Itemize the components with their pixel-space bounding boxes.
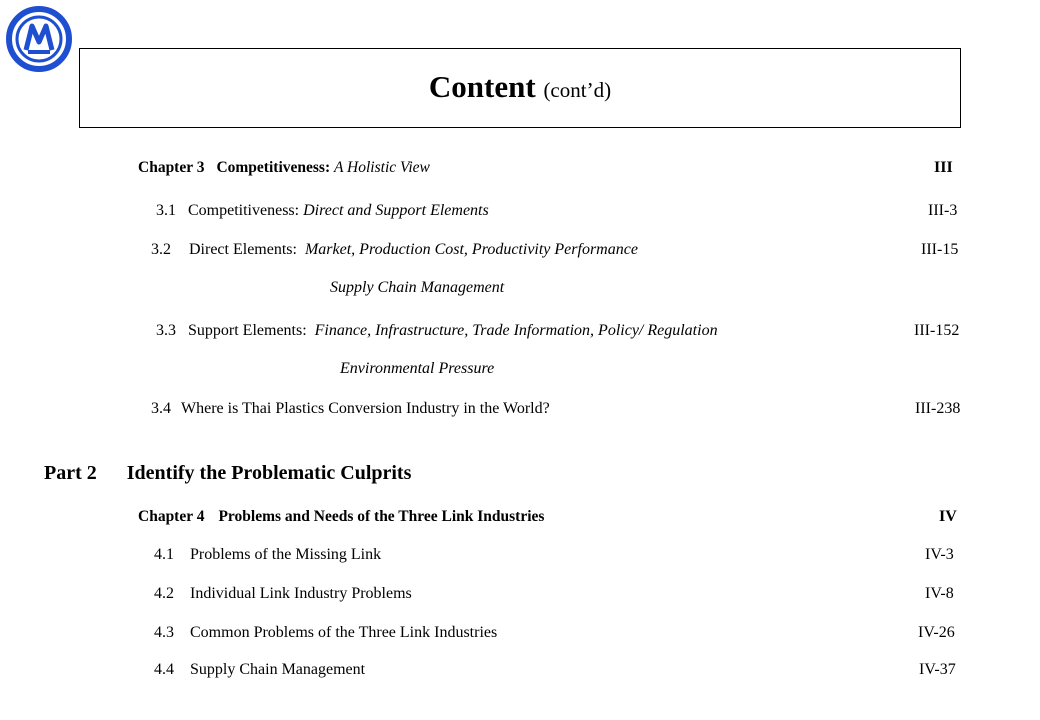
item-detail-continued: Environmental Pressure [340, 360, 495, 377]
toc-item-3-2-cont [330, 279, 504, 297]
chapter4-heading [138, 508, 544, 526]
toc-item-4-2-page: IV-8 [925, 585, 954, 602]
toc-item-3-2-page: III-15 [921, 241, 959, 258]
chapter4-page: IV [939, 508, 957, 525]
title-box [79, 48, 961, 128]
chapter3-heading [138, 159, 430, 177]
title-main: Content [428, 69, 536, 104]
toc-item-3-2 [151, 241, 638, 259]
item-label: Support Elements: [188, 322, 307, 339]
item-label: Where is Thai Plastics Conversion Industry in the World? [181, 400, 550, 417]
item-number: 3.3 [156, 322, 176, 339]
toc-item-4-4-page: IV-37 [919, 661, 956, 678]
item-label: Problems of the Missing Link [190, 546, 382, 563]
item-number: 4.4 [154, 661, 174, 678]
chapter4-label: Chapter 4 [138, 508, 205, 525]
item-number: 4.1 [154, 546, 174, 563]
toc-item-3-3 [156, 322, 718, 340]
item-label: Direct Elements: [189, 241, 297, 258]
title-subtitle: (cont’d) [543, 78, 612, 102]
toc-item-3-4-page: III-238 [915, 400, 961, 417]
toc-item-4-3-page: IV-26 [918, 624, 955, 641]
item-detail-continued: Supply Chain Management [330, 279, 505, 296]
item-label: Competitiveness: [188, 202, 300, 219]
chapter3-title-italic: A Holistic View [333, 159, 430, 176]
item-number: 3.2 [151, 241, 171, 258]
item-detail: Market, Production Cost, Productivity Performance [304, 241, 638, 258]
chapter4-title: Problems and Needs of the Three Link Industries [218, 508, 545, 525]
item-number: 4.2 [154, 585, 174, 602]
toc-item-4-2 [154, 585, 412, 603]
chapter3-page: III [934, 159, 953, 176]
toc-item-4-1 [154, 546, 381, 564]
item-number: 3.1 [156, 202, 176, 219]
item-number: 3.4 [151, 400, 171, 417]
toc-item-3-3-cont [340, 360, 494, 378]
chapter3-title: Competitiveness: [216, 159, 331, 176]
toc-item-3-3-page: III-152 [914, 322, 960, 339]
toc-item-3-4 [151, 400, 550, 418]
logo-emblem-icon [6, 6, 72, 72]
page-title [80, 69, 960, 105]
toc-item-4-4 [154, 661, 365, 679]
toc-item-3-1 [156, 202, 489, 220]
part2-heading [44, 462, 411, 485]
part2-title: Identify the Problematic Culprits [126, 462, 412, 484]
item-label: Supply Chain Management [190, 661, 366, 678]
toc-item-3-1-page: III-3 [928, 202, 958, 219]
item-detail: Direct and Support Elements [303, 202, 489, 219]
chapter3-label: Chapter 3 [138, 159, 205, 176]
item-label: Common Problems of the Three Link Industries [190, 624, 498, 641]
part2-label: Part 2 [44, 462, 97, 484]
item-detail: Finance, Infrastructure, Trade Information, Policy/ Regulation [314, 322, 718, 339]
toc-item-4-3 [154, 624, 497, 642]
item-number: 4.3 [154, 624, 174, 641]
toc-item-4-1-page: IV-3 [925, 546, 954, 563]
item-label: Individual Link Industry Problems [190, 585, 412, 602]
